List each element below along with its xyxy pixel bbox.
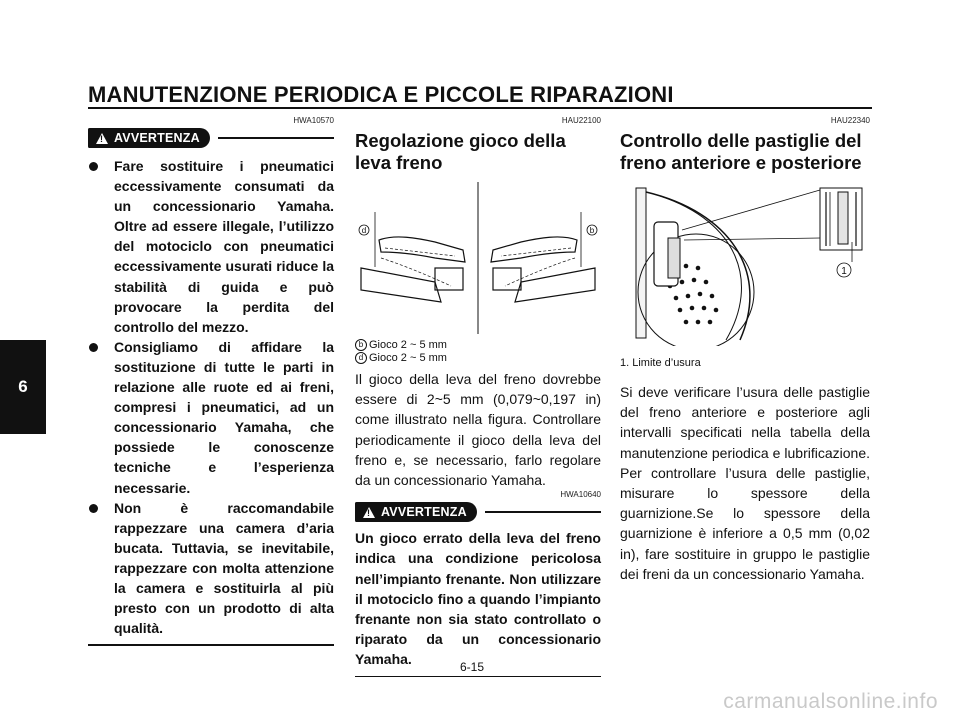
warning-item: Consigliamo di affidare la sostituzione di tutte le parti in relazione alle ruote ed ai freni, compresi i pneumatici, ad un concessionario Yamaha, che possiede le conoscenze tecniche e l’esperienza necessarie. bbox=[88, 337, 334, 498]
figure-label-b: b bbox=[589, 226, 595, 235]
column-brake-pads bbox=[620, 116, 870, 584]
warning-end-rule bbox=[355, 676, 601, 678]
brake-pad-figure bbox=[620, 182, 870, 351]
warning-end-rule bbox=[88, 644, 334, 646]
section-title: Controllo delle pastiglie del freno anteriore e posteriore bbox=[620, 130, 862, 173]
warning-rule bbox=[218, 137, 334, 139]
section-title: Regolazione gioco della leva freno bbox=[355, 130, 566, 173]
column-warning-tyres bbox=[88, 116, 334, 646]
caption-text: Gioco 2 ~ 5 mm bbox=[369, 352, 447, 364]
warning-header bbox=[355, 502, 601, 522]
warning-item: Fare sostituire i pneumatici eccessivamente consumati da un concessionario Yamaha. Oltre ad essere illegale, l’utilizzo del motociclo con pneumatici eccessivamente usurati riduce la stabilità di guida e può provocare la perdita del controllo del mezzo. bbox=[88, 156, 334, 337]
brake-lever-illustration bbox=[355, 182, 601, 334]
figure-label-d: d bbox=[361, 226, 367, 235]
warning-triangle-icon bbox=[96, 133, 108, 144]
section-code: HAU22340 bbox=[830, 116, 870, 125]
section-code: HAU22100 bbox=[561, 116, 601, 125]
section-code: HWA10570 bbox=[293, 116, 334, 125]
warning-header bbox=[88, 128, 334, 148]
warning-code: HWA10640 bbox=[560, 490, 601, 500]
caption-mark: b bbox=[355, 339, 367, 351]
warning-label: AVVERTENZA bbox=[114, 131, 200, 145]
section-body: Si deve verificare l’usura delle pastiglie del freno anteriore e posteriore agli intervalli specificati nella tabella della manutenzione periodica e lubrificazione. Per controllare l’usura delle pastiglie, misurare lo spessore della guarnizione.Se lo spessore della guarnizione è inferiore a 0,5 mm (0,02 in), fare sostituire in gruppo le pastiglie dei freni da un concessionario Yamaha. bbox=[620, 384, 870, 582]
section-body: Il gioco della leva del freno dovrebbe essere di 2~5 mm (0,079~0,197 in) come illustrato nella figura. Controllare periodicamente il gioco della leva del freno e, se necessario, farlo regolare da un concessionario Yamaha. bbox=[355, 371, 601, 489]
brake-lever-figure bbox=[355, 182, 601, 339]
header-rule bbox=[88, 107, 872, 109]
page-number: 6-15 bbox=[460, 660, 485, 674]
figure-caption bbox=[355, 352, 601, 365]
warning-badge bbox=[88, 128, 210, 148]
chapter-tab[interactable]: 6 bbox=[0, 340, 46, 434]
warning-item: Non è raccomandabile rappezzare una camera d’aria bucata. Tuttavia, se inevitabile, rappezzare con molta attenzione la camera e sostituirla al più presto con un prodotto di alta qualità. bbox=[88, 498, 334, 639]
caption-text: Gioco 2 ~ 5 mm bbox=[369, 339, 447, 351]
warning-triangle-icon bbox=[363, 507, 375, 518]
figure-label-1: 1 bbox=[841, 266, 847, 277]
figure-caption bbox=[355, 339, 601, 352]
watermark: carmanualsonline.info bbox=[723, 690, 938, 713]
page-header-title: MANUTENZIONE PERIODICA E PICCOLE RIPARAZIONI bbox=[88, 82, 674, 107]
column-brake-lever bbox=[355, 116, 601, 677]
warning-list bbox=[88, 156, 334, 638]
warning-badge bbox=[355, 502, 477, 522]
warning-label: AVVERTENZA bbox=[381, 505, 467, 520]
warning-rule bbox=[485, 511, 601, 513]
warning-text: Un gioco errato della leva del freno indica una condizione pericolosa nell’impianto frenante. Non utilizzare il motociclo fino a quando l’impianto frenante non sia stato controllato o riparato da un concessionario Yamaha. bbox=[355, 530, 601, 668]
figure-caption: 1. Limite d’usura bbox=[620, 357, 701, 369]
caption-mark: d bbox=[355, 352, 367, 364]
brake-pad-illustration bbox=[620, 182, 870, 346]
